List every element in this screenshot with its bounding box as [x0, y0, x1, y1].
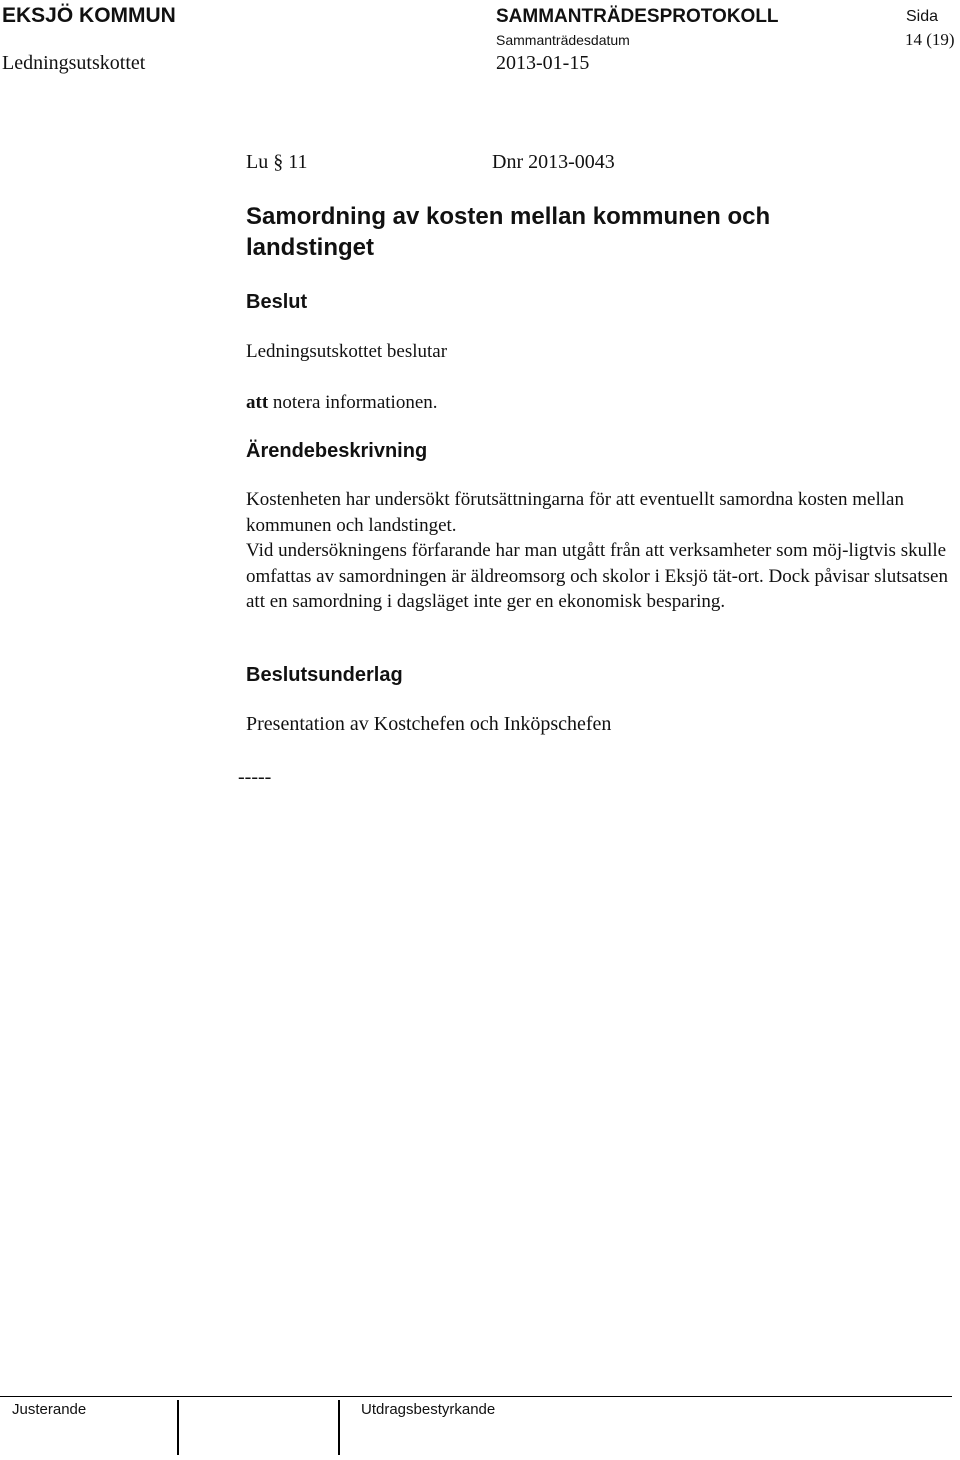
decision-text [246, 392, 438, 414]
description-heading: Ärendebeskrivning [246, 440, 428, 462]
footer-divider [0, 1396, 952, 1397]
decision-heading: Beslut [246, 291, 308, 313]
meeting-date-value: 2013-01-15 [496, 52, 590, 74]
utdragsbestyrkande-label: Utdragsbestyrkande [361, 1401, 496, 1418]
basis-heading: Beslutsunderlag [246, 664, 403, 686]
decision-content: notera informationen. [272, 392, 438, 413]
organization-name: EKSJÖ KOMMUN [2, 4, 176, 27]
paragraph-reference: Lu § 11 [246, 151, 308, 173]
meeting-date-label: Sammanträdesdatum [496, 32, 630, 48]
decision-intro: Ledningsutskottet beslutar [246, 341, 448, 362]
basis-item: Presentation av Kostchefen och Inköpschefen [246, 713, 612, 735]
document-type: SAMMANTRÄDESPROTOKOLL [496, 6, 779, 27]
justerande-label: Justerande [12, 1401, 87, 1418]
department-name: Ledningsutskottet [2, 52, 146, 74]
signature-box-divider [177, 1400, 179, 1455]
diary-number: Dnr 2013-0043 [492, 151, 615, 173]
description-paragraph-1: Kostenheten har undersökt förutsättningarna för att eventuellt samordna kosten mellan kommunen och landstinget. [246, 489, 904, 536]
end-separator: ----- [238, 766, 272, 788]
case-title: Samordning av kosten mellan kommunen och landstinget [246, 203, 771, 261]
signature-box-divider [338, 1400, 340, 1455]
description-paragraph-2: Vid undersökningens förfarande har man utgått från att verksamheter som möj-ligtvis skulle omfattas av samordningen är äldreomsorg och skolor i Eksjö tät-ort. Dock påvisar slutsatsen att en samordning i dagsläget inte ger en ekonomisk besparing. [246, 540, 948, 612]
att-keyword: att [246, 392, 269, 413]
page-number: 14 (19) [905, 30, 955, 49]
page-label: Sida [906, 8, 939, 25]
